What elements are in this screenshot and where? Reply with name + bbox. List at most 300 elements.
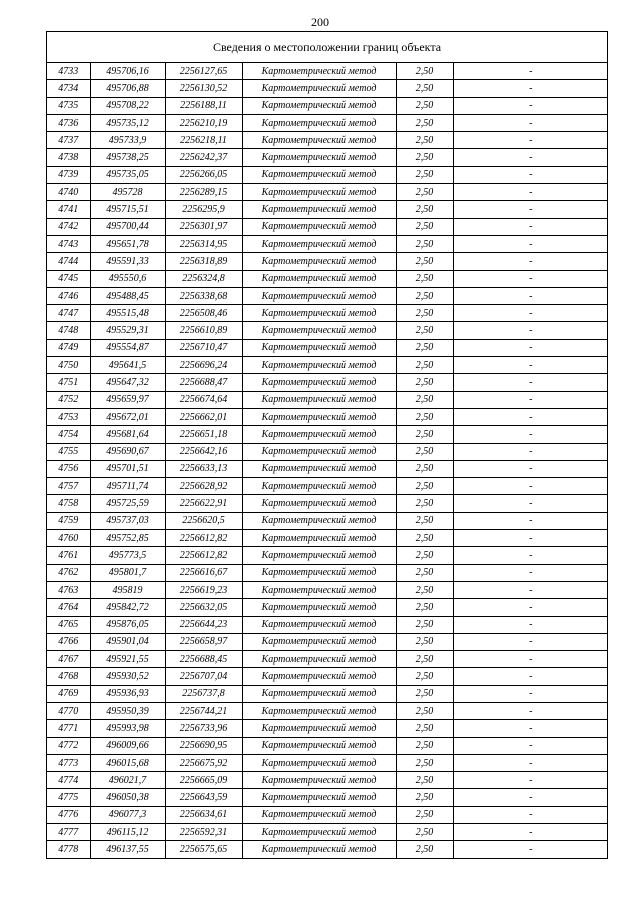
method-cell: Картометрический метод (242, 132, 396, 149)
table-row (47, 547, 608, 564)
y-coordinate-cell: 2256690,95 (165, 737, 242, 754)
accuracy-cell: 2,50 (396, 166, 453, 183)
point-number-cell: 4756 (47, 460, 90, 477)
x-coordinate-cell: 495936,93 (90, 685, 165, 702)
y-coordinate-cell: 2256266,05 (165, 166, 242, 183)
x-coordinate-cell: 495647,32 (90, 374, 165, 391)
table-row (47, 114, 608, 131)
x-coordinate-cell: 495690,67 (90, 443, 165, 460)
y-coordinate-cell: 2256610,89 (165, 322, 242, 339)
boundary-table-sheet (46, 31, 608, 859)
y-coordinate-cell: 2256289,15 (165, 184, 242, 201)
point-number-cell: 4765 (47, 616, 90, 633)
y-coordinate-cell: 2256688,45 (165, 651, 242, 668)
y-coordinate-cell: 2256733,96 (165, 720, 242, 737)
accuracy-cell: 2,50 (396, 287, 453, 304)
x-coordinate-cell: 495681,64 (90, 426, 165, 443)
x-coordinate-cell: 495728 (90, 184, 165, 201)
method-cell: Картометрический метод (242, 581, 396, 598)
y-coordinate-cell: 2256632,05 (165, 599, 242, 616)
x-coordinate-cell: 496137,55 (90, 841, 165, 858)
accuracy-cell: 2,50 (396, 80, 453, 97)
method-cell: Картометрический метод (242, 322, 396, 339)
table-row (47, 772, 608, 789)
point-number-cell: 4738 (47, 149, 90, 166)
y-coordinate-cell: 2256592,31 (165, 824, 242, 841)
point-number-cell: 4777 (47, 824, 90, 841)
method-cell: Картометрический метод (242, 218, 396, 235)
y-coordinate-cell: 2256130,52 (165, 80, 242, 97)
accuracy-cell: 2,50 (396, 772, 453, 789)
table-row (47, 339, 608, 356)
point-number-cell: 4762 (47, 564, 90, 581)
description-cell: - (453, 789, 608, 806)
y-coordinate-cell: 2256295,9 (165, 201, 242, 218)
y-coordinate-cell: 2256616,67 (165, 564, 242, 581)
point-number-cell: 4768 (47, 668, 90, 685)
point-number-cell: 4746 (47, 287, 90, 304)
point-number-cell: 4735 (47, 97, 90, 114)
table-row (47, 184, 608, 201)
y-coordinate-cell: 2256242,37 (165, 149, 242, 166)
description-cell: - (453, 633, 608, 650)
x-coordinate-cell: 496009,66 (90, 737, 165, 754)
table-row (47, 374, 608, 391)
x-coordinate-cell: 495706,16 (90, 63, 165, 80)
point-number-cell: 4752 (47, 391, 90, 408)
table-row (47, 270, 608, 287)
y-coordinate-cell: 2256696,24 (165, 357, 242, 374)
description-cell: - (453, 720, 608, 737)
point-number-cell: 4763 (47, 581, 90, 598)
point-number-cell: 4775 (47, 789, 90, 806)
description-cell: - (453, 253, 608, 270)
table-row (47, 564, 608, 581)
description-cell: - (453, 599, 608, 616)
method-cell: Картометрический метод (242, 235, 396, 252)
x-coordinate-cell: 495550,6 (90, 270, 165, 287)
x-coordinate-cell: 495930,52 (90, 668, 165, 685)
table-row (47, 478, 608, 495)
accuracy-cell: 2,50 (396, 235, 453, 252)
y-coordinate-cell: 2256658,97 (165, 633, 242, 650)
x-coordinate-cell: 495651,78 (90, 235, 165, 252)
x-coordinate-cell: 495733,9 (90, 132, 165, 149)
description-cell: - (453, 166, 608, 183)
y-coordinate-cell: 2256707,04 (165, 668, 242, 685)
description-cell: - (453, 322, 608, 339)
description-cell: - (453, 132, 608, 149)
y-coordinate-cell: 2256744,21 (165, 702, 242, 719)
description-cell: - (453, 651, 608, 668)
accuracy-cell: 2,50 (396, 599, 453, 616)
x-coordinate-cell: 496021,7 (90, 772, 165, 789)
point-number-cell: 4755 (47, 443, 90, 460)
x-coordinate-cell: 495554,87 (90, 339, 165, 356)
page-number: 200 (311, 15, 329, 29)
accuracy-cell: 2,50 (396, 218, 453, 235)
method-cell: Картометрический метод (242, 166, 396, 183)
point-number-cell: 4758 (47, 495, 90, 512)
x-coordinate-cell: 495901,04 (90, 633, 165, 650)
x-coordinate-cell: 495735,05 (90, 166, 165, 183)
point-number-cell: 4760 (47, 530, 90, 547)
method-cell: Картометрический метод (242, 149, 396, 166)
table-row (47, 737, 608, 754)
method-cell: Картометрический метод (242, 806, 396, 823)
table-row (47, 322, 608, 339)
point-number-cell: 4748 (47, 322, 90, 339)
method-cell: Картометрический метод (242, 391, 396, 408)
y-coordinate-cell: 2256188,11 (165, 97, 242, 114)
x-coordinate-cell: 496015,68 (90, 754, 165, 771)
x-coordinate-cell: 495711,74 (90, 478, 165, 495)
accuracy-cell: 2,50 (396, 824, 453, 841)
accuracy-cell: 2,50 (396, 408, 453, 425)
method-cell: Картометрический метод (242, 374, 396, 391)
table-caption: Сведения о местоположении границ объекта (47, 32, 607, 63)
accuracy-cell: 2,50 (396, 616, 453, 633)
accuracy-cell: 2,50 (396, 253, 453, 270)
accuracy-cell: 2,50 (396, 806, 453, 823)
point-number-cell: 4772 (47, 737, 90, 754)
table-row (47, 841, 608, 858)
point-number-cell: 4769 (47, 685, 90, 702)
x-coordinate-cell: 495737,03 (90, 512, 165, 529)
point-number-cell: 4737 (47, 132, 90, 149)
description-cell: - (453, 374, 608, 391)
point-number-cell: 4754 (47, 426, 90, 443)
y-coordinate-cell: 2256643,59 (165, 789, 242, 806)
method-cell: Картометрический метод (242, 754, 396, 771)
y-coordinate-cell: 2256612,82 (165, 530, 242, 547)
y-coordinate-cell: 2256644,23 (165, 616, 242, 633)
table-row (47, 426, 608, 443)
method-cell: Картометрический метод (242, 512, 396, 529)
x-coordinate-cell: 495921,55 (90, 651, 165, 668)
x-coordinate-cell: 495700,44 (90, 218, 165, 235)
point-number-cell: 4759 (47, 512, 90, 529)
method-cell: Картометрический метод (242, 737, 396, 754)
point-number-cell: 4745 (47, 270, 90, 287)
table-row (47, 408, 608, 425)
table-row (47, 149, 608, 166)
description-cell: - (453, 581, 608, 598)
y-coordinate-cell: 2256620,5 (165, 512, 242, 529)
y-coordinate-cell: 2256210,19 (165, 114, 242, 131)
description-cell: - (453, 443, 608, 460)
description-cell: - (453, 287, 608, 304)
x-coordinate-cell: 495591,33 (90, 253, 165, 270)
accuracy-cell: 2,50 (396, 478, 453, 495)
point-number-cell: 4767 (47, 651, 90, 668)
table-row (47, 754, 608, 771)
x-coordinate-cell: 495735,12 (90, 114, 165, 131)
method-cell: Картометрический метод (242, 80, 396, 97)
accuracy-cell: 2,50 (396, 702, 453, 719)
table-row (47, 460, 608, 477)
point-number-cell: 4770 (47, 702, 90, 719)
description-cell: - (453, 512, 608, 529)
accuracy-cell: 2,50 (396, 114, 453, 131)
point-number-cell: 4744 (47, 253, 90, 270)
x-coordinate-cell: 495876,05 (90, 616, 165, 633)
point-number-cell: 4733 (47, 63, 90, 80)
method-cell: Картометрический метод (242, 841, 396, 858)
description-cell: - (453, 702, 608, 719)
method-cell: Картометрический метод (242, 547, 396, 564)
method-cell: Картометрический метод (242, 253, 396, 270)
table-row (47, 357, 608, 374)
y-coordinate-cell: 2256218,11 (165, 132, 242, 149)
table-row (47, 668, 608, 685)
method-cell: Картометрический метод (242, 702, 396, 719)
method-cell: Картометрический метод (242, 668, 396, 685)
x-coordinate-cell: 495529,31 (90, 322, 165, 339)
accuracy-cell: 2,50 (396, 789, 453, 806)
x-coordinate-cell: 495659,97 (90, 391, 165, 408)
description-cell: - (453, 80, 608, 97)
point-number-cell: 4751 (47, 374, 90, 391)
y-coordinate-cell: 2256675,92 (165, 754, 242, 771)
x-coordinate-cell: 495488,45 (90, 287, 165, 304)
accuracy-cell: 2,50 (396, 339, 453, 356)
point-number-cell: 4739 (47, 166, 90, 183)
description-cell: - (453, 218, 608, 235)
accuracy-cell: 2,50 (396, 426, 453, 443)
method-cell: Картометрический метод (242, 270, 396, 287)
accuracy-cell: 2,50 (396, 132, 453, 149)
x-coordinate-cell: 496115,12 (90, 824, 165, 841)
method-cell: Картометрический метод (242, 495, 396, 512)
x-coordinate-cell: 495752,85 (90, 530, 165, 547)
table-row (47, 581, 608, 598)
point-number-cell: 4761 (47, 547, 90, 564)
description-cell: - (453, 235, 608, 252)
y-coordinate-cell: 2256710,47 (165, 339, 242, 356)
y-coordinate-cell: 2256127,65 (165, 63, 242, 80)
method-cell: Картометрический метод (242, 443, 396, 460)
accuracy-cell: 2,50 (396, 63, 453, 80)
method-cell: Картометрический метод (242, 789, 396, 806)
point-number-cell: 4734 (47, 80, 90, 97)
x-coordinate-cell: 495725,59 (90, 495, 165, 512)
accuracy-cell: 2,50 (396, 685, 453, 702)
description-cell: - (453, 391, 608, 408)
table-row (47, 616, 608, 633)
x-coordinate-cell: 495773,5 (90, 547, 165, 564)
x-coordinate-cell: 495715,51 (90, 201, 165, 218)
y-coordinate-cell: 2256622,91 (165, 495, 242, 512)
accuracy-cell: 2,50 (396, 391, 453, 408)
table-row (47, 651, 608, 668)
method-cell: Картометрический метод (242, 772, 396, 789)
point-number-cell: 4774 (47, 772, 90, 789)
accuracy-cell: 2,50 (396, 581, 453, 598)
y-coordinate-cell: 2256301,97 (165, 218, 242, 235)
x-coordinate-cell: 495706,88 (90, 80, 165, 97)
x-coordinate-cell: 495842,72 (90, 599, 165, 616)
table-row (47, 166, 608, 183)
accuracy-cell: 2,50 (396, 149, 453, 166)
y-coordinate-cell: 2256737,8 (165, 685, 242, 702)
y-coordinate-cell: 2256688,47 (165, 374, 242, 391)
method-cell: Картометрический метод (242, 478, 396, 495)
point-number-cell: 4742 (47, 218, 90, 235)
y-coordinate-cell: 2256634,61 (165, 806, 242, 823)
table-row (47, 132, 608, 149)
accuracy-cell: 2,50 (396, 357, 453, 374)
y-coordinate-cell: 2256338,68 (165, 287, 242, 304)
method-cell: Картометрический метод (242, 287, 396, 304)
accuracy-cell: 2,50 (396, 305, 453, 322)
accuracy-cell: 2,50 (396, 530, 453, 547)
method-cell: Картометрический метод (242, 339, 396, 356)
method-cell: Картометрический метод (242, 184, 396, 201)
coordinates-table-body (47, 63, 608, 858)
description-cell: - (453, 478, 608, 495)
method-cell: Картометрический метод (242, 305, 396, 322)
table-row (47, 789, 608, 806)
point-number-cell: 4736 (47, 114, 90, 131)
point-number-cell: 4778 (47, 841, 90, 858)
accuracy-cell: 2,50 (396, 633, 453, 650)
x-coordinate-cell: 495801,7 (90, 564, 165, 581)
y-coordinate-cell: 2256508,46 (165, 305, 242, 322)
accuracy-cell: 2,50 (396, 322, 453, 339)
accuracy-cell: 2,50 (396, 443, 453, 460)
accuracy-cell: 2,50 (396, 512, 453, 529)
description-cell: - (453, 357, 608, 374)
table-row (47, 305, 608, 322)
y-coordinate-cell: 2256324,8 (165, 270, 242, 287)
accuracy-cell: 2,50 (396, 460, 453, 477)
point-number-cell: 4771 (47, 720, 90, 737)
table-row (47, 806, 608, 823)
y-coordinate-cell: 2256662,01 (165, 408, 242, 425)
method-cell: Картометрический метод (242, 63, 396, 80)
description-cell: - (453, 616, 608, 633)
method-cell: Картометрический метод (242, 720, 396, 737)
accuracy-cell: 2,50 (396, 668, 453, 685)
description-cell: - (453, 97, 608, 114)
table-row (47, 530, 608, 547)
method-cell: Картометрический метод (242, 97, 396, 114)
table-row (47, 63, 608, 80)
point-number-cell: 4776 (47, 806, 90, 823)
table-row (47, 391, 608, 408)
method-cell: Картометрический метод (242, 426, 396, 443)
point-number-cell: 4743 (47, 235, 90, 252)
accuracy-cell: 2,50 (396, 651, 453, 668)
description-cell: - (453, 737, 608, 754)
description-cell: - (453, 685, 608, 702)
description-cell: - (453, 149, 608, 166)
x-coordinate-cell: 495641,5 (90, 357, 165, 374)
method-cell: Картометрический метод (242, 651, 396, 668)
point-number-cell: 4741 (47, 201, 90, 218)
accuracy-cell: 2,50 (396, 201, 453, 218)
table-row (47, 218, 608, 235)
table-row (47, 685, 608, 702)
table-row (47, 80, 608, 97)
method-cell: Картометрический метод (242, 633, 396, 650)
x-coordinate-cell: 495701,51 (90, 460, 165, 477)
x-coordinate-cell: 496077,3 (90, 806, 165, 823)
description-cell: - (453, 184, 608, 201)
accuracy-cell: 2,50 (396, 97, 453, 114)
x-coordinate-cell: 495515,48 (90, 305, 165, 322)
y-coordinate-cell: 2256575,65 (165, 841, 242, 858)
accuracy-cell: 2,50 (396, 720, 453, 737)
accuracy-cell: 2,50 (396, 547, 453, 564)
description-cell: - (453, 460, 608, 477)
method-cell: Картометрический метод (242, 530, 396, 547)
description-cell: - (453, 668, 608, 685)
description-cell: - (453, 564, 608, 581)
description-cell: - (453, 408, 608, 425)
table-row (47, 512, 608, 529)
y-coordinate-cell: 2256314,95 (165, 235, 242, 252)
point-number-cell: 4764 (47, 599, 90, 616)
y-coordinate-cell: 2256642,16 (165, 443, 242, 460)
method-cell: Картометрический метод (242, 824, 396, 841)
method-cell: Картометрический метод (242, 201, 396, 218)
table-row (47, 720, 608, 737)
description-cell: - (453, 339, 608, 356)
y-coordinate-cell: 2256665,09 (165, 772, 242, 789)
description-cell: - (453, 426, 608, 443)
point-number-cell: 4750 (47, 357, 90, 374)
method-cell: Картометрический метод (242, 599, 396, 616)
point-number-cell: 4757 (47, 478, 90, 495)
accuracy-cell: 2,50 (396, 495, 453, 512)
accuracy-cell: 2,50 (396, 184, 453, 201)
coordinates-table (47, 63, 608, 858)
method-cell: Картометрический метод (242, 685, 396, 702)
x-coordinate-cell: 495950,39 (90, 702, 165, 719)
point-number-cell: 4747 (47, 305, 90, 322)
y-coordinate-cell: 2256619,23 (165, 581, 242, 598)
x-coordinate-cell: 495672,01 (90, 408, 165, 425)
table-row (47, 443, 608, 460)
method-cell: Картометрический метод (242, 564, 396, 581)
table-row (47, 235, 608, 252)
description-cell: - (453, 201, 608, 218)
y-coordinate-cell: 2256674,64 (165, 391, 242, 408)
accuracy-cell: 2,50 (396, 564, 453, 581)
accuracy-cell: 2,50 (396, 737, 453, 754)
description-cell: - (453, 495, 608, 512)
method-cell: Картометрический метод (242, 616, 396, 633)
description-cell: - (453, 547, 608, 564)
description-cell: - (453, 841, 608, 858)
y-coordinate-cell: 2256628,92 (165, 478, 242, 495)
y-coordinate-cell: 2256318,89 (165, 253, 242, 270)
table-row (47, 495, 608, 512)
x-coordinate-cell: 495993,98 (90, 720, 165, 737)
table-row (47, 702, 608, 719)
y-coordinate-cell: 2256633,13 (165, 460, 242, 477)
table-row (47, 201, 608, 218)
method-cell: Картометрический метод (242, 460, 396, 477)
accuracy-cell: 2,50 (396, 270, 453, 287)
accuracy-cell: 2,50 (396, 374, 453, 391)
y-coordinate-cell: 2256651,18 (165, 426, 242, 443)
point-number-cell: 4753 (47, 408, 90, 425)
x-coordinate-cell: 495738,25 (90, 149, 165, 166)
point-number-cell: 4749 (47, 339, 90, 356)
